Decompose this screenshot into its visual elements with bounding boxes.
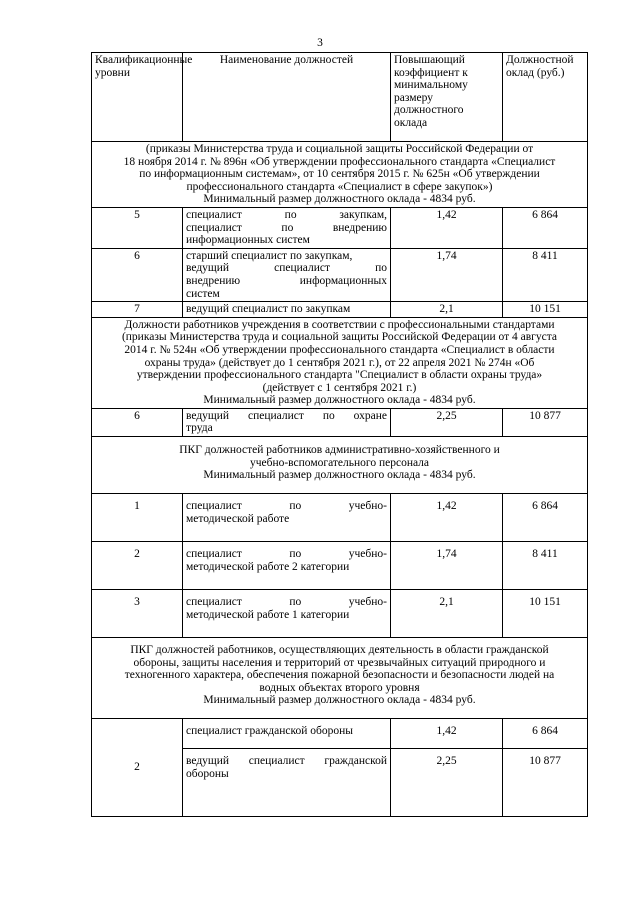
- position-cell: [183, 719, 391, 749]
- table-row: [92, 719, 588, 749]
- position-cell: [183, 207, 391, 248]
- salary-cell: 10 877: [503, 749, 588, 817]
- coefficient-cell: 1,42: [391, 719, 503, 749]
- position-line: ведущий специалист по охране: [186, 409, 387, 422]
- coefficient-cell: 2,1: [391, 302, 503, 318]
- level-cell: 5: [92, 207, 183, 248]
- section-heading-row: [92, 437, 588, 494]
- coefficient-cell: 2,25: [391, 749, 503, 817]
- section-heading-row: [92, 317, 588, 408]
- level-cell: 6: [92, 408, 183, 436]
- section-heading-line: техногенного характера, обеспечения пожарной безопасности и безопасности людей на: [124, 669, 555, 682]
- header-qualification-levels: Квалификационные уровни: [92, 53, 183, 142]
- salary-cell: 6 864: [503, 207, 588, 248]
- level-cell: 3: [92, 590, 183, 638]
- position-line: методической работе 2 категории: [186, 560, 350, 573]
- section-heading-line: водных объектах второго уровня: [259, 681, 420, 694]
- section-heading-line: Минимальный размер должностного оклада - 4834 руб.: [203, 694, 476, 707]
- level-cell: 6: [92, 248, 183, 301]
- level-cell: 7: [92, 302, 183, 318]
- position-line: специалист по учебно-: [186, 548, 387, 561]
- salary-cell: 6 864: [503, 494, 588, 542]
- coefficient-cell: 1,74: [391, 248, 503, 301]
- salary-cell: 8 411: [503, 248, 588, 301]
- coefficient-cell: 2,1: [391, 590, 503, 638]
- position-line: обороны: [186, 767, 229, 780]
- section-heading-line: профессионального стандарта «Специалист в сфере закупок»): [186, 180, 493, 193]
- position-line: внедрению информационных: [186, 274, 387, 287]
- section-heading: [92, 437, 588, 494]
- table-header-row: [92, 53, 588, 142]
- salary-cell: 6 864: [503, 719, 588, 749]
- table-row: [92, 494, 588, 542]
- section-heading: [92, 638, 588, 719]
- section-heading-line: 18 ноября 2014 г. № 896н «Об утверждении профессионального стандарта «Специалист: [123, 155, 556, 168]
- section-heading-line: (приказы Министерства труда и социальной защиты Российской Федерации от: [145, 143, 534, 155]
- table-row: [92, 542, 588, 590]
- table-row: [92, 302, 588, 318]
- coefficient-cell: 2,25: [391, 408, 503, 436]
- section-heading-row: [92, 142, 588, 208]
- position-line: ведущий специалист гражданской: [186, 755, 387, 768]
- position-cell: [183, 542, 391, 590]
- section-heading: [92, 142, 588, 208]
- position-cell: [183, 494, 391, 542]
- level-cell: 1: [92, 494, 183, 542]
- salary-cell: 10 151: [503, 590, 588, 638]
- section-heading-line: (действует с 1 сентября 2021 г.): [262, 381, 417, 394]
- section-heading-line: по информационным системам», от 10 сентября 2015 г. № 625н «Об утверждении: [139, 168, 540, 181]
- position-line: ведущий специалист по закупкам: [186, 303, 351, 316]
- position-cell: [183, 248, 391, 301]
- table-row: [92, 248, 588, 301]
- position-line: информационных систем: [186, 234, 310, 247]
- salary-cell: 8 411: [503, 542, 588, 590]
- section-heading-line: Должности работников учреждения в соответствии с профессиональными стандартами: [124, 318, 555, 331]
- section-heading-line: Минимальный размер должностного оклада - 4834 руб.: [203, 394, 476, 407]
- table-row: [92, 590, 588, 638]
- salary-table: [91, 52, 588, 817]
- level-cell: 2: [92, 542, 183, 590]
- salary-cell: 10 151: [503, 302, 588, 318]
- section-heading-line: ПКГ должностей работников, осуществляющих деятельность в области гражданской: [130, 644, 549, 657]
- position-cell: [183, 590, 391, 638]
- section-heading-line: учебно-вспомогательного персонала: [249, 456, 430, 469]
- header-salary: Должностной оклад (руб.): [503, 53, 588, 142]
- table-row: [92, 207, 588, 248]
- position-line: ведущий специалист по: [186, 262, 387, 275]
- section-heading-row: [92, 638, 588, 719]
- position-cell: [183, 749, 391, 817]
- position-line: старший специалист по закупкам,: [186, 249, 353, 262]
- position-cell: [183, 302, 391, 318]
- position-line: специалист по закупкам,: [186, 208, 387, 221]
- position-line: методической работе 1 категории: [186, 608, 350, 621]
- position-cell: [183, 408, 391, 436]
- level-cell: 2: [92, 719, 183, 817]
- coefficient-cell: 1,42: [391, 207, 503, 248]
- header-position-name: Наименование должностей: [183, 53, 391, 142]
- salary-cell: 10 877: [503, 408, 588, 436]
- table-row: [92, 408, 588, 436]
- section-heading-line: 2014 г. № 524н «Об утверждении профессионального стандарта «Специалист в области: [124, 343, 555, 356]
- position-line: специалист по внедрению: [186, 221, 387, 234]
- coefficient-cell: 1,42: [391, 494, 503, 542]
- section-heading-line: утверждении профессионального стандарта "Специалист в области охраны труда»: [136, 369, 543, 382]
- section-heading-line: Минимальный размер должностного оклада - 4834 руб.: [203, 469, 476, 482]
- position-line: специалист гражданской обороны: [186, 725, 354, 738]
- coefficient-cell: 1,74: [391, 542, 503, 590]
- position-line: систем: [186, 287, 220, 300]
- position-line: труда: [186, 422, 213, 435]
- section-heading: [92, 317, 588, 408]
- header-coefficient: Повышающий коэффициент к минимальному размеру должностного оклада: [391, 53, 503, 142]
- position-line: специалист по учебно-: [186, 500, 387, 513]
- section-heading-line: охраны труда» (действует до 1 сентября 2021 г.), от 22 апреля 2021 № 274н «Об: [144, 356, 535, 369]
- section-heading-line: ПКГ должностей работников административно-хозяйственного и: [179, 444, 500, 457]
- section-heading-line: обороны, защиты населения и территорий от чрезвычайных ситуаций природного и: [133, 656, 546, 669]
- section-heading-line: (приказы Министерства труда и социальной защиты Российской Федерации от 4 августа: [121, 331, 558, 344]
- page-number: 3: [317, 37, 323, 49]
- position-line: методической работе: [186, 512, 290, 525]
- section-heading-line: Минимальный размер должностного оклада - 4834 руб.: [203, 193, 476, 206]
- position-line: специалист по учебно-: [186, 596, 387, 609]
